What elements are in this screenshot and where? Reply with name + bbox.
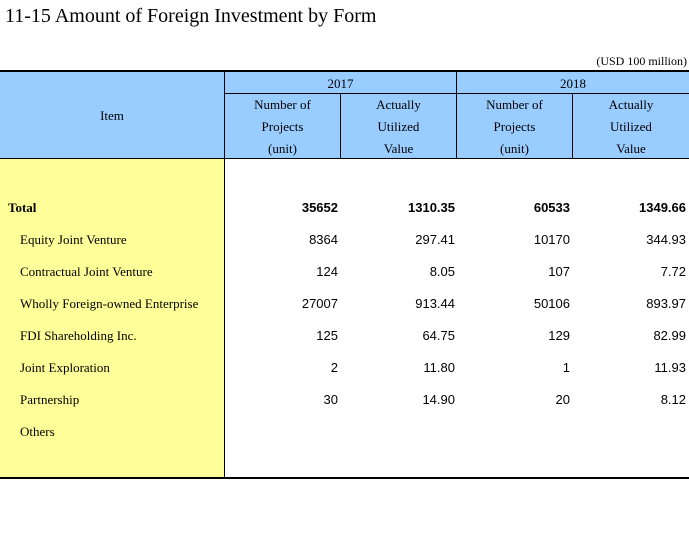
table-row-total (0, 192, 689, 224)
value-2017: 8.05 (429, 264, 455, 279)
header-bottom-border (0, 158, 689, 159)
header-line: Number of (486, 97, 543, 112)
projects-2018: 107 (548, 264, 570, 279)
header-line: Value (616, 141, 646, 156)
value-2018: 11.93 (654, 360, 686, 375)
row-label: FDI Shareholding Inc. (20, 328, 137, 343)
header-year-2017: 2017 (327, 76, 354, 91)
projects-2017: 8364 (309, 232, 338, 247)
table-row (0, 384, 689, 416)
projects-2018: 1 (562, 360, 570, 375)
value-2018: 344.93 (646, 232, 686, 247)
row-label: Others (20, 424, 55, 439)
value-2017: 913.44 (415, 296, 455, 311)
projects-2017: 125 (316, 328, 338, 343)
row-label: Wholly Foreign-owned Enterprise (20, 296, 199, 311)
value-2018: 7.72 (660, 264, 686, 279)
value-2018: 893.97 (646, 296, 686, 311)
unit-note: (USD 100 million) (596, 54, 687, 68)
row-label: Equity Joint Venture (20, 232, 127, 247)
table-row (0, 416, 689, 448)
header-projects-2017 (225, 94, 340, 158)
header-projects-2018 (457, 94, 572, 158)
value-2017: 11.80 (423, 360, 455, 375)
table-bottom-border (0, 477, 689, 479)
row-label: Total (8, 200, 37, 215)
value-2017: 297.41 (415, 232, 455, 247)
table-top-border (0, 70, 689, 72)
row-label: Contractual Joint Venture (20, 264, 153, 279)
header-line: Number of (254, 97, 311, 112)
header-line: Utilized (377, 119, 420, 134)
projects-2017: 30 (323, 392, 338, 407)
table-row (0, 320, 689, 352)
value-2017: 64.75 (422, 328, 455, 343)
projects-2018: 60533 (533, 200, 570, 215)
row-label: Partnership (20, 392, 80, 407)
header-line: (unit) (500, 141, 529, 156)
projects-2017: 27007 (301, 296, 338, 311)
header-line: Actually (608, 97, 654, 112)
table-row (0, 288, 689, 320)
header-item: Item (100, 108, 124, 123)
projects-2017: 124 (316, 264, 338, 279)
page-title: 11-15 Amount of Foreign Investment by Form (5, 5, 377, 27)
value-2018: 82.99 (653, 328, 686, 343)
projects-2017: 35652 (301, 200, 338, 215)
value-2018: 1349.66 (639, 200, 686, 215)
header-line: Projects (493, 119, 536, 134)
header-value-2018 (573, 94, 689, 158)
projects-2018: 10170 (533, 232, 570, 247)
value-2018: 8.12 (660, 392, 686, 407)
projects-2018: 129 (548, 328, 570, 343)
header-line: (unit) (268, 141, 297, 156)
table-row (0, 224, 689, 256)
header-line: Utilized (610, 119, 652, 134)
table-row (0, 256, 689, 288)
row-label: Joint Exploration (20, 360, 110, 375)
header-line: Projects (261, 119, 304, 134)
value-2017: 1310.35 (408, 200, 455, 215)
header-value-2017 (341, 94, 456, 158)
projects-2018: 20 (555, 392, 570, 407)
header-line: Actually (376, 97, 421, 112)
projects-2018: 50106 (533, 296, 570, 311)
header-line: Value (383, 141, 414, 156)
projects-2017: 2 (330, 360, 338, 375)
table-row (0, 352, 689, 384)
value-2017: 14.90 (422, 392, 455, 407)
header-year-2018: 2018 (560, 76, 586, 91)
